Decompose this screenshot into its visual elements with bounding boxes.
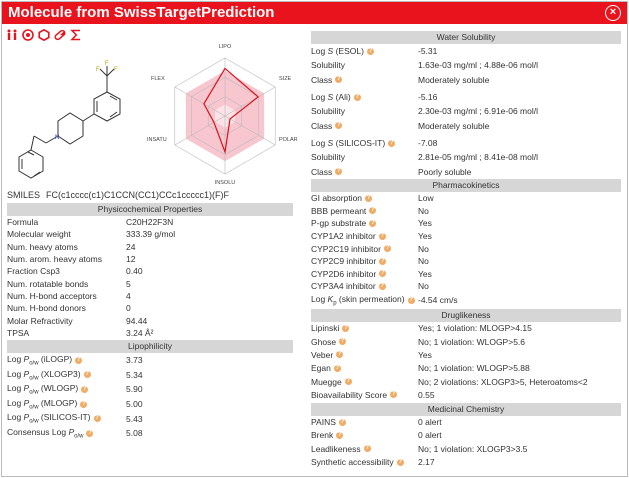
solubility-row: [311, 58, 621, 72]
physchem-row: [7, 216, 293, 228]
label-symbol: P: [23, 412, 30, 423]
info-icon[interactable]: ?: [380, 282, 385, 289]
row-value: 5.90: [126, 384, 143, 395]
row-value: 1.63e-03 mg/ml ; 4.88e-06 mol/l: [418, 60, 539, 70]
lipophilicity-row: [7, 426, 293, 441]
medchem-row: [311, 455, 621, 468]
lipophilicity-row: [7, 382, 293, 397]
physchem-header: Physicochemical Properties: [7, 203, 293, 216]
row-label-wrap: [311, 106, 345, 116]
row-label: CYP2C9 inhibitor: [311, 256, 377, 267]
druglikeness-row: [311, 362, 621, 375]
physchem-row: [7, 241, 293, 253]
medchem-row: [311, 429, 621, 442]
pharmacokinetics-header: Pharmacokinetics: [311, 179, 621, 192]
row-value: C20H22F3N: [126, 217, 174, 228]
row-label: Veber: [311, 349, 334, 360]
lipophilicity-header: Lipophilicity: [7, 340, 293, 353]
figure-icon[interactable]: [6, 29, 18, 41]
close-icon[interactable]: ×: [605, 5, 621, 21]
row-label-wrap: [311, 390, 397, 400]
info-icon[interactable]: ?: [82, 385, 87, 392]
row-value: No; 1 violation: WLOGP>5.88: [418, 363, 530, 374]
log-s-row: [311, 136, 621, 150]
row-value: Poorly soluble: [418, 166, 472, 177]
info-icon[interactable]: ?: [385, 245, 390, 252]
label-suffix: (MLOGP): [38, 397, 78, 408]
row-label-wrap: [7, 266, 60, 276]
label-subscript: o/w: [74, 433, 84, 440]
row-label-wrap: [311, 167, 342, 177]
row-value: 5.00: [126, 399, 143, 410]
row-label-wrap: [311, 363, 341, 373]
info-icon[interactable]: ?: [398, 458, 402, 465]
label-subscript: o/w: [29, 418, 39, 425]
smiles-label: SMILES: [7, 190, 41, 200]
row-value: Yes; 1 violation: MLOGP>4.15: [418, 323, 532, 334]
window-title: Molecule from SwissTargetPrediction: [8, 4, 275, 21]
physchem-row: [7, 290, 293, 302]
row-label-wrap: [7, 279, 88, 289]
row-label-wrap: [7, 369, 91, 382]
pill-icon[interactable]: [54, 29, 66, 41]
row-value: 5.08: [126, 428, 143, 439]
info-icon[interactable]: ?: [337, 431, 342, 438]
row-value: No; 2 violations: XLOGP3>5, Heteroatoms<2: [418, 376, 588, 387]
row-label-wrap: [311, 294, 415, 307]
label-prefix: Consensus Log: [7, 426, 69, 437]
druglikeness-header: Druglikeness: [311, 309, 621, 322]
row-value: No: [418, 243, 429, 254]
info-icon[interactable]: ?: [409, 296, 413, 303]
pharmacokinetics-row: [311, 242, 621, 255]
info-icon[interactable]: ?: [380, 232, 385, 239]
row-label: Fraction Csp3: [7, 266, 60, 277]
row-label: GI absorption: [311, 193, 363, 204]
label-subscript: o/w: [29, 375, 39, 382]
label-prefix: Log: [7, 397, 24, 408]
fluorine-label: F: [96, 67, 100, 73]
row-label: Brenk: [311, 430, 334, 441]
smiles-value: FC(c1cccc(c1)C1CCN(CC1)CCc1ccccc1)(F)F: [46, 190, 230, 200]
row-value: 2.30e-03 mg/ml ; 6.91e-06 mol/l: [418, 106, 539, 116]
row-value: 0 alert: [418, 417, 442, 428]
label-symbol: P: [23, 397, 30, 408]
label-prefix: Log: [7, 383, 24, 394]
row-label-wrap: [311, 152, 345, 162]
logp-label: [7, 427, 83, 440]
row-label: Muegge: [311, 376, 342, 387]
physchem-row: [7, 228, 293, 240]
row-label-wrap: [311, 46, 374, 56]
row-value: 5: [126, 278, 131, 289]
row-label: BBB permeant: [311, 205, 367, 216]
logp-label: [7, 369, 81, 382]
label-suffix: (skin permeation): [336, 293, 405, 304]
physchem-row: [7, 277, 293, 289]
row-label-wrap: [7, 316, 73, 326]
label-subscript: o/w: [29, 360, 39, 367]
row-label: Num. heavy atoms: [7, 241, 78, 252]
row-label-wrap: [311, 256, 386, 266]
info-icon[interactable]: ?: [380, 257, 385, 264]
skin-permeation-row: [311, 293, 621, 308]
row-label-wrap: [311, 193, 372, 203]
label-prefix: Log: [311, 92, 328, 102]
label-prefix: Log: [311, 293, 328, 304]
row-label: Num. rotatable bonds: [7, 278, 89, 289]
row-label: CYP2D6 inhibitor: [311, 268, 377, 279]
label-prefix: Log: [7, 353, 24, 364]
bioavailability-radar: [143, 38, 308, 188]
row-label-wrap: [7, 303, 86, 313]
row-label: Ghose: [311, 336, 337, 347]
row-label-wrap: [311, 121, 342, 131]
fluorine-label: F: [105, 61, 109, 67]
pharmacokinetics-row: [311, 192, 621, 205]
row-value: Yes: [418, 349, 432, 360]
row-label: Synthetic accessibility: [311, 457, 394, 468]
logp-label: [7, 354, 72, 367]
lipophilicity-row: [7, 397, 293, 412]
info-icon[interactable]: ?: [344, 324, 348, 331]
log-s-row: [311, 44, 621, 58]
log-s-row: [311, 90, 621, 104]
row-value: 0 alert: [418, 430, 442, 441]
row-label-wrap: [7, 217, 38, 227]
lipophilicity-row: [7, 353, 293, 368]
row-value: -4.54 cm/s: [418, 295, 458, 306]
row-value: -5.31: [418, 46, 438, 56]
row-value: No: [418, 281, 429, 292]
row-label-wrap: [311, 457, 404, 467]
row-label-wrap: [7, 242, 78, 252]
info-icon[interactable]: ?: [365, 445, 369, 452]
label-suffix: (XLOGP3): [38, 368, 81, 379]
physchem-row: [7, 314, 293, 326]
log-s-label: [311, 92, 351, 102]
label-suffix: (ESOL): [333, 46, 364, 56]
hexagon-icon[interactable]: [38, 29, 50, 41]
row-label-wrap: [311, 92, 361, 102]
row-label-wrap: [311, 244, 391, 254]
row-label: CYP1A2 inhibitor: [311, 231, 376, 242]
info-icon[interactable]: ?: [346, 378, 351, 385]
radar-label-insolu: INSOLU: [214, 180, 236, 186]
pharmacokinetics-row: [311, 217, 621, 230]
toolbar-icons: [6, 28, 82, 42]
info-icon[interactable]: ?: [336, 122, 341, 128]
sigma-icon[interactable]: [70, 29, 82, 41]
druglikeness-row: [311, 375, 621, 388]
row-value: 5.43: [126, 413, 143, 424]
label-symbol: P: [23, 368, 30, 379]
row-label: PAINS: [311, 417, 336, 428]
physchem-row: [7, 327, 293, 339]
row-value: Low: [418, 193, 434, 204]
physchem-row: [7, 302, 293, 314]
label-symbol: P: [23, 353, 30, 364]
lipophilicity-row: [7, 411, 293, 426]
row-label-wrap: [7, 427, 93, 440]
label-suffix: (Ali): [333, 92, 351, 102]
info-icon[interactable]: ?: [355, 93, 360, 100]
row-value: No: [418, 256, 429, 267]
row-label-wrap: [7, 291, 97, 301]
radar-label-size: SIZE: [279, 76, 292, 82]
row-value: Yes: [418, 268, 432, 279]
class-row: [311, 164, 621, 179]
info-icon[interactable]: ?: [370, 219, 375, 226]
log-s-label: [311, 138, 385, 148]
info-icon[interactable]: ?: [391, 391, 396, 398]
row-value: -7.08: [418, 138, 438, 148]
label-suffix: (SILICOS-IT): [38, 412, 91, 423]
row-label: Class: [311, 120, 333, 131]
info-icon[interactable]: ?: [85, 371, 89, 378]
label-symbol: S: [327, 46, 334, 56]
row-label-wrap: [311, 430, 343, 440]
row-value: -5.16: [418, 92, 438, 102]
row-value: 3.73: [126, 355, 143, 366]
water-solubility-header: Water Solubility: [311, 31, 621, 44]
row-label-wrap: [7, 398, 87, 411]
row-label: Molar Refractivity: [7, 315, 73, 326]
solubility-row: [311, 104, 621, 118]
row-label-wrap: [7, 254, 102, 264]
left-column: [7, 203, 293, 441]
info-icon[interactable]: ?: [95, 415, 99, 422]
physchem-row: [7, 253, 293, 265]
druglikeness-row: [311, 348, 621, 361]
nitrogen-label: N: [55, 135, 60, 141]
row-label-wrap: [7, 328, 29, 338]
row-label: P-gp substrate: [311, 218, 367, 229]
row-label: Solubility: [311, 152, 346, 162]
row-value: Yes: [418, 218, 432, 229]
info-icon[interactable]: ?: [337, 351, 342, 358]
row-label: Class: [311, 74, 333, 85]
row-value: 3.24 Å²: [126, 327, 154, 338]
row-label: CYP2C19 inhibitor: [311, 243, 381, 254]
row-label: Egan: [311, 363, 331, 374]
info-icon[interactable]: ?: [389, 139, 394, 146]
info-icon[interactable]: ?: [88, 429, 92, 436]
row-value: 94.44: [126, 315, 148, 326]
log-s-label: [311, 46, 364, 56]
physchem-row: [7, 265, 293, 277]
row-label: TPSA: [7, 327, 30, 338]
row-value: 2.17: [418, 457, 435, 468]
class-row: [311, 72, 621, 87]
row-label: Num. arom. heavy atoms: [7, 254, 102, 265]
medchem-row: [311, 416, 621, 429]
info-icon[interactable]: ?: [366, 194, 371, 201]
row-label-wrap: [311, 218, 376, 228]
lipophilicity-row: [7, 368, 293, 383]
row-value: 0: [126, 303, 131, 314]
row-label: Formula: [7, 217, 39, 228]
row-value: 0.55: [418, 389, 435, 400]
pharmacokinetics-row: [311, 205, 621, 218]
row-label: Class: [311, 166, 333, 177]
row-label-wrap: [311, 417, 346, 427]
druglikeness-row: [311, 388, 621, 401]
row-value: 333.39 g/mol: [126, 229, 176, 240]
pharmacokinetics-row: [311, 280, 621, 293]
row-label: CYP3A4 inhibitor: [311, 281, 376, 292]
radar-label-insatu: INSATU: [147, 137, 167, 143]
info-icon[interactable]: ?: [340, 418, 345, 425]
label-prefix: Log: [311, 138, 328, 148]
info-icon[interactable]: ?: [335, 364, 340, 371]
row-label-wrap: [311, 323, 349, 333]
row-value: Yes: [418, 231, 432, 242]
fluorine-label: F: [114, 67, 118, 73]
info-icon[interactable]: ?: [340, 338, 345, 345]
row-label-wrap: [7, 354, 82, 367]
label-symbol: K: [327, 293, 334, 304]
row-value: Moderately soluble: [418, 74, 490, 85]
row-value: 2.81e-05 mg/ml ; 8.41e-08 mol/l: [418, 152, 539, 162]
title-bar: [2, 2, 627, 24]
row-label: Molecular weight: [7, 229, 71, 240]
row-value: No: [418, 205, 429, 216]
info-icon[interactable]: ?: [336, 168, 341, 174]
row-value: Moderately soluble: [418, 120, 490, 131]
label-prefix: Log: [311, 46, 328, 56]
pharmacokinetics-row: [311, 230, 621, 243]
row-value: 24: [126, 241, 136, 252]
row-label: Solubility: [311, 60, 346, 70]
row-value: No; 1 violation: XLOGP3>3.5: [418, 443, 528, 454]
row-label-wrap: [311, 231, 386, 241]
row-label: Num. H-bond donors: [7, 303, 86, 314]
label-subscript: p: [333, 300, 337, 307]
row-label: Num. H-bond acceptors: [7, 290, 97, 301]
right-column: [311, 31, 621, 469]
molecule-structure: [4, 48, 138, 183]
label-suffix: (SILICOS-IT): [333, 138, 386, 148]
info-icon[interactable]: ?: [368, 47, 373, 54]
radar-label-lipo: LIPO: [218, 44, 232, 50]
row-label-wrap: [311, 350, 343, 360]
row-label-wrap: [311, 206, 376, 216]
row-value: 5.34: [126, 369, 143, 380]
label-symbol: S: [327, 138, 334, 148]
medchem-row: [311, 442, 621, 455]
info-icon[interactable]: ?: [370, 207, 375, 214]
label-symbol: S: [327, 92, 334, 102]
row-label-wrap: [311, 337, 346, 347]
info-icon[interactable]: ?: [380, 270, 385, 277]
label-suffix: (WLOGP): [38, 383, 79, 394]
medchem-header: Medicinal Chemistry: [311, 403, 621, 416]
logp-label: [7, 412, 91, 425]
label-suffix: (iLOGP): [38, 353, 73, 364]
row-label-wrap: [7, 412, 101, 425]
row-value: 4: [126, 290, 131, 301]
info-icon[interactable]: ?: [76, 356, 81, 363]
row-label-wrap: [311, 281, 386, 291]
logp-label: [7, 383, 78, 396]
pharmacokinetics-row: [311, 255, 621, 268]
row-label-wrap: [311, 60, 345, 70]
label-prefix: Log: [7, 412, 24, 423]
label-subscript: o/w: [29, 404, 39, 411]
row-label-wrap: [311, 75, 342, 85]
label-symbol: P: [23, 383, 30, 394]
row-label: Leadlikeness: [311, 443, 361, 454]
druglikeness-row: [311, 322, 621, 335]
pharmacokinetics-row: [311, 268, 621, 281]
target-icon[interactable]: [22, 29, 34, 41]
smiles-line: [7, 190, 229, 200]
label-prefix: Log: [7, 368, 24, 379]
row-label-wrap: [7, 383, 88, 396]
info-icon[interactable]: ?: [336, 76, 341, 82]
radar-label-flex: FLEX: [151, 76, 165, 82]
row-value: 0.40: [126, 266, 143, 277]
label-subscript: o/w: [29, 389, 39, 396]
row-label: Solubility: [311, 106, 346, 116]
solubility-row: [311, 150, 621, 164]
row-label: Bioavailability Score: [311, 389, 388, 400]
row-label-wrap: [7, 229, 71, 239]
row-label-wrap: [311, 377, 352, 387]
druglikeness-row: [311, 335, 621, 348]
row-label-wrap: [311, 138, 395, 148]
row-label: Lipinski: [311, 323, 340, 334]
row-value: 12: [126, 254, 136, 265]
row-value: No; 1 violation: WLOGP>5.6: [418, 336, 526, 347]
class-row: [311, 118, 621, 133]
logp-label: [7, 398, 77, 411]
radar-label-polar: POLAR: [279, 137, 298, 143]
label-symbol: P: [68, 426, 75, 437]
row-label-wrap: [311, 269, 386, 279]
info-icon[interactable]: ?: [81, 400, 86, 407]
row-label-wrap: [311, 444, 371, 454]
log-kp-label: [311, 294, 405, 307]
